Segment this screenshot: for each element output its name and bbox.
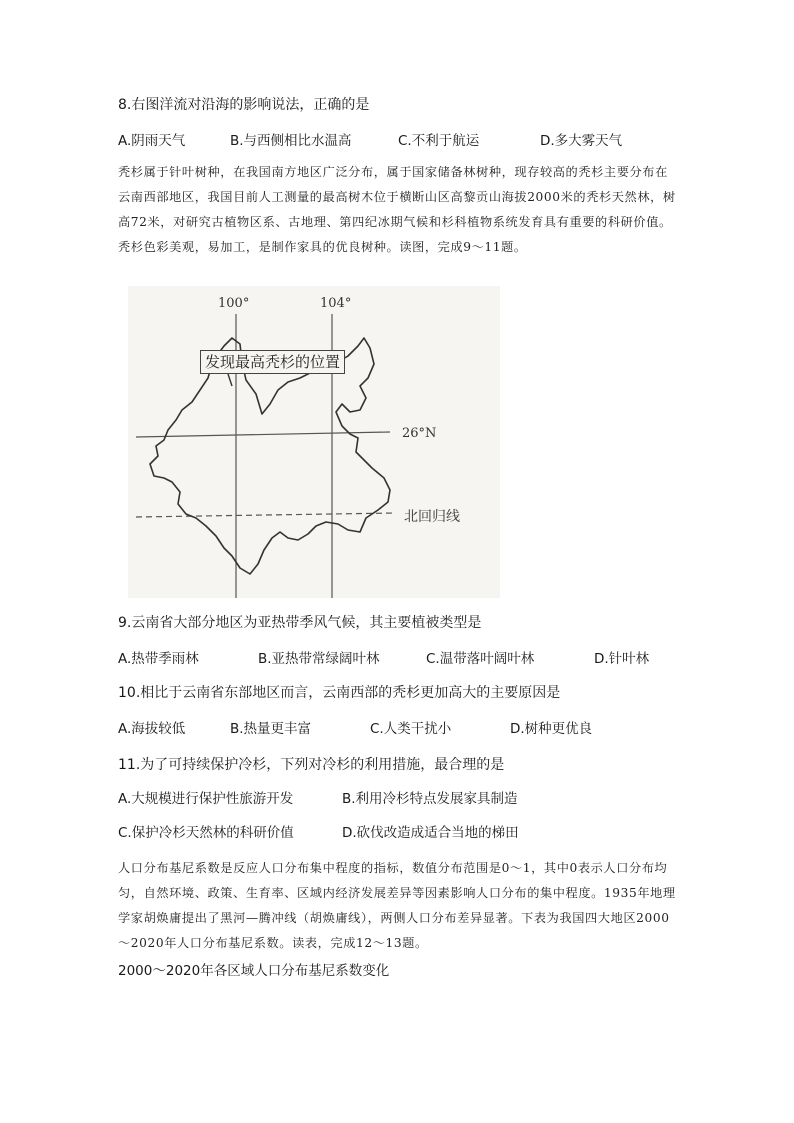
q8-option-a: A.阴雨天气 [118,133,186,149]
q10-option-a: A.海拔较低 [118,721,186,737]
q11-option-a: A.大规模进行保护性旅游开发 [118,791,294,807]
label-pointer [228,374,232,386]
yunnan-map-drawing [128,286,500,598]
q10-option-d: D.树种更优良 [510,721,593,737]
q10-option-c: C.人类干扰小 [370,721,452,737]
q11-stem: 11.为了可持续保护冷杉，下列对冷杉的利用措施，最合理的是 [118,757,505,773]
q9-option-c: C.温带落叶阔叶林 [426,651,535,667]
q10-option-b: B.热量更丰富 [230,721,312,737]
tropic-of-cancer-line [136,513,396,517]
yunnan-map [128,286,500,598]
q11-option-c: C.保护冷杉天然林的科研价值 [118,825,294,841]
label-lon-104: 104° [320,296,352,311]
label-lon-100: 100° [218,296,250,311]
tallest-redwood-label: 发现最高秃杉的位置 [200,350,345,374]
label-lat-26n: 26°N [402,426,437,441]
q9-option-a: A.热带季雨林 [118,651,199,667]
q9-option-d: D.针叶林 [594,651,650,667]
q11-option-d: D.砍伐改造成适合当地的梯田 [342,825,519,841]
q9-stem: 9.云南省大部分地区为亚热带季风气候，其主要植被类型是 [118,615,482,631]
table-title: 2000～2020年各区域人口分布基尼系数变化 [118,963,390,979]
q8-stem: 8.右图洋流对沿海的影响说法，正确的是 [118,97,370,113]
q9-option-b: B.亚热带常绿阔叶林 [258,651,380,667]
q8-option-d: D.多大雾天气 [540,133,623,149]
q8-option-b: B.与西侧相比水温高 [230,133,352,149]
passage-redwood: 秃杉属于针叶树种，在我国南方地区广泛分布，属于国家储备林树种，现存较高的秃杉主要分布在云南西部地区，我国目前人工测量的最高树木位于横断山区高黎贡山海拔2000米的秃杉天然林，树高72米，对研究古植物区系、古地理、第四纪冰期气候和杉科植物系统发育具有重要的科研价值。秃杉色彩美观，易加工，是制作家具的优良树种。读图，完成9～11题。 [118,165,676,254]
q10-stem: 10.相比于云南省东部地区而言，云南西部的秃杉更加高大的主要原因是 [118,685,561,701]
passage-gini: 人口分布基尼系数是反应人口分布集中程度的指标，数值分布范围是0～1，其中0表示人口分布均匀，自然环境、政策、生育率、区域内经济发展差异等因素影响人口分布的集中程度。1935年地理学家胡焕庸提出了黑河—腾冲线（胡焕庸线），两侧人口分布差异显著。下表为我国四大地区2000～2020年人口分布基尼系数。读表，完成12～13题。 [118,861,676,950]
label-tropic-of-cancer: 北回归线 [404,509,460,525]
q8-option-c: C.不利于航运 [398,133,480,149]
q11-option-b: B.利用冷杉特点发展家具制造 [342,791,518,807]
